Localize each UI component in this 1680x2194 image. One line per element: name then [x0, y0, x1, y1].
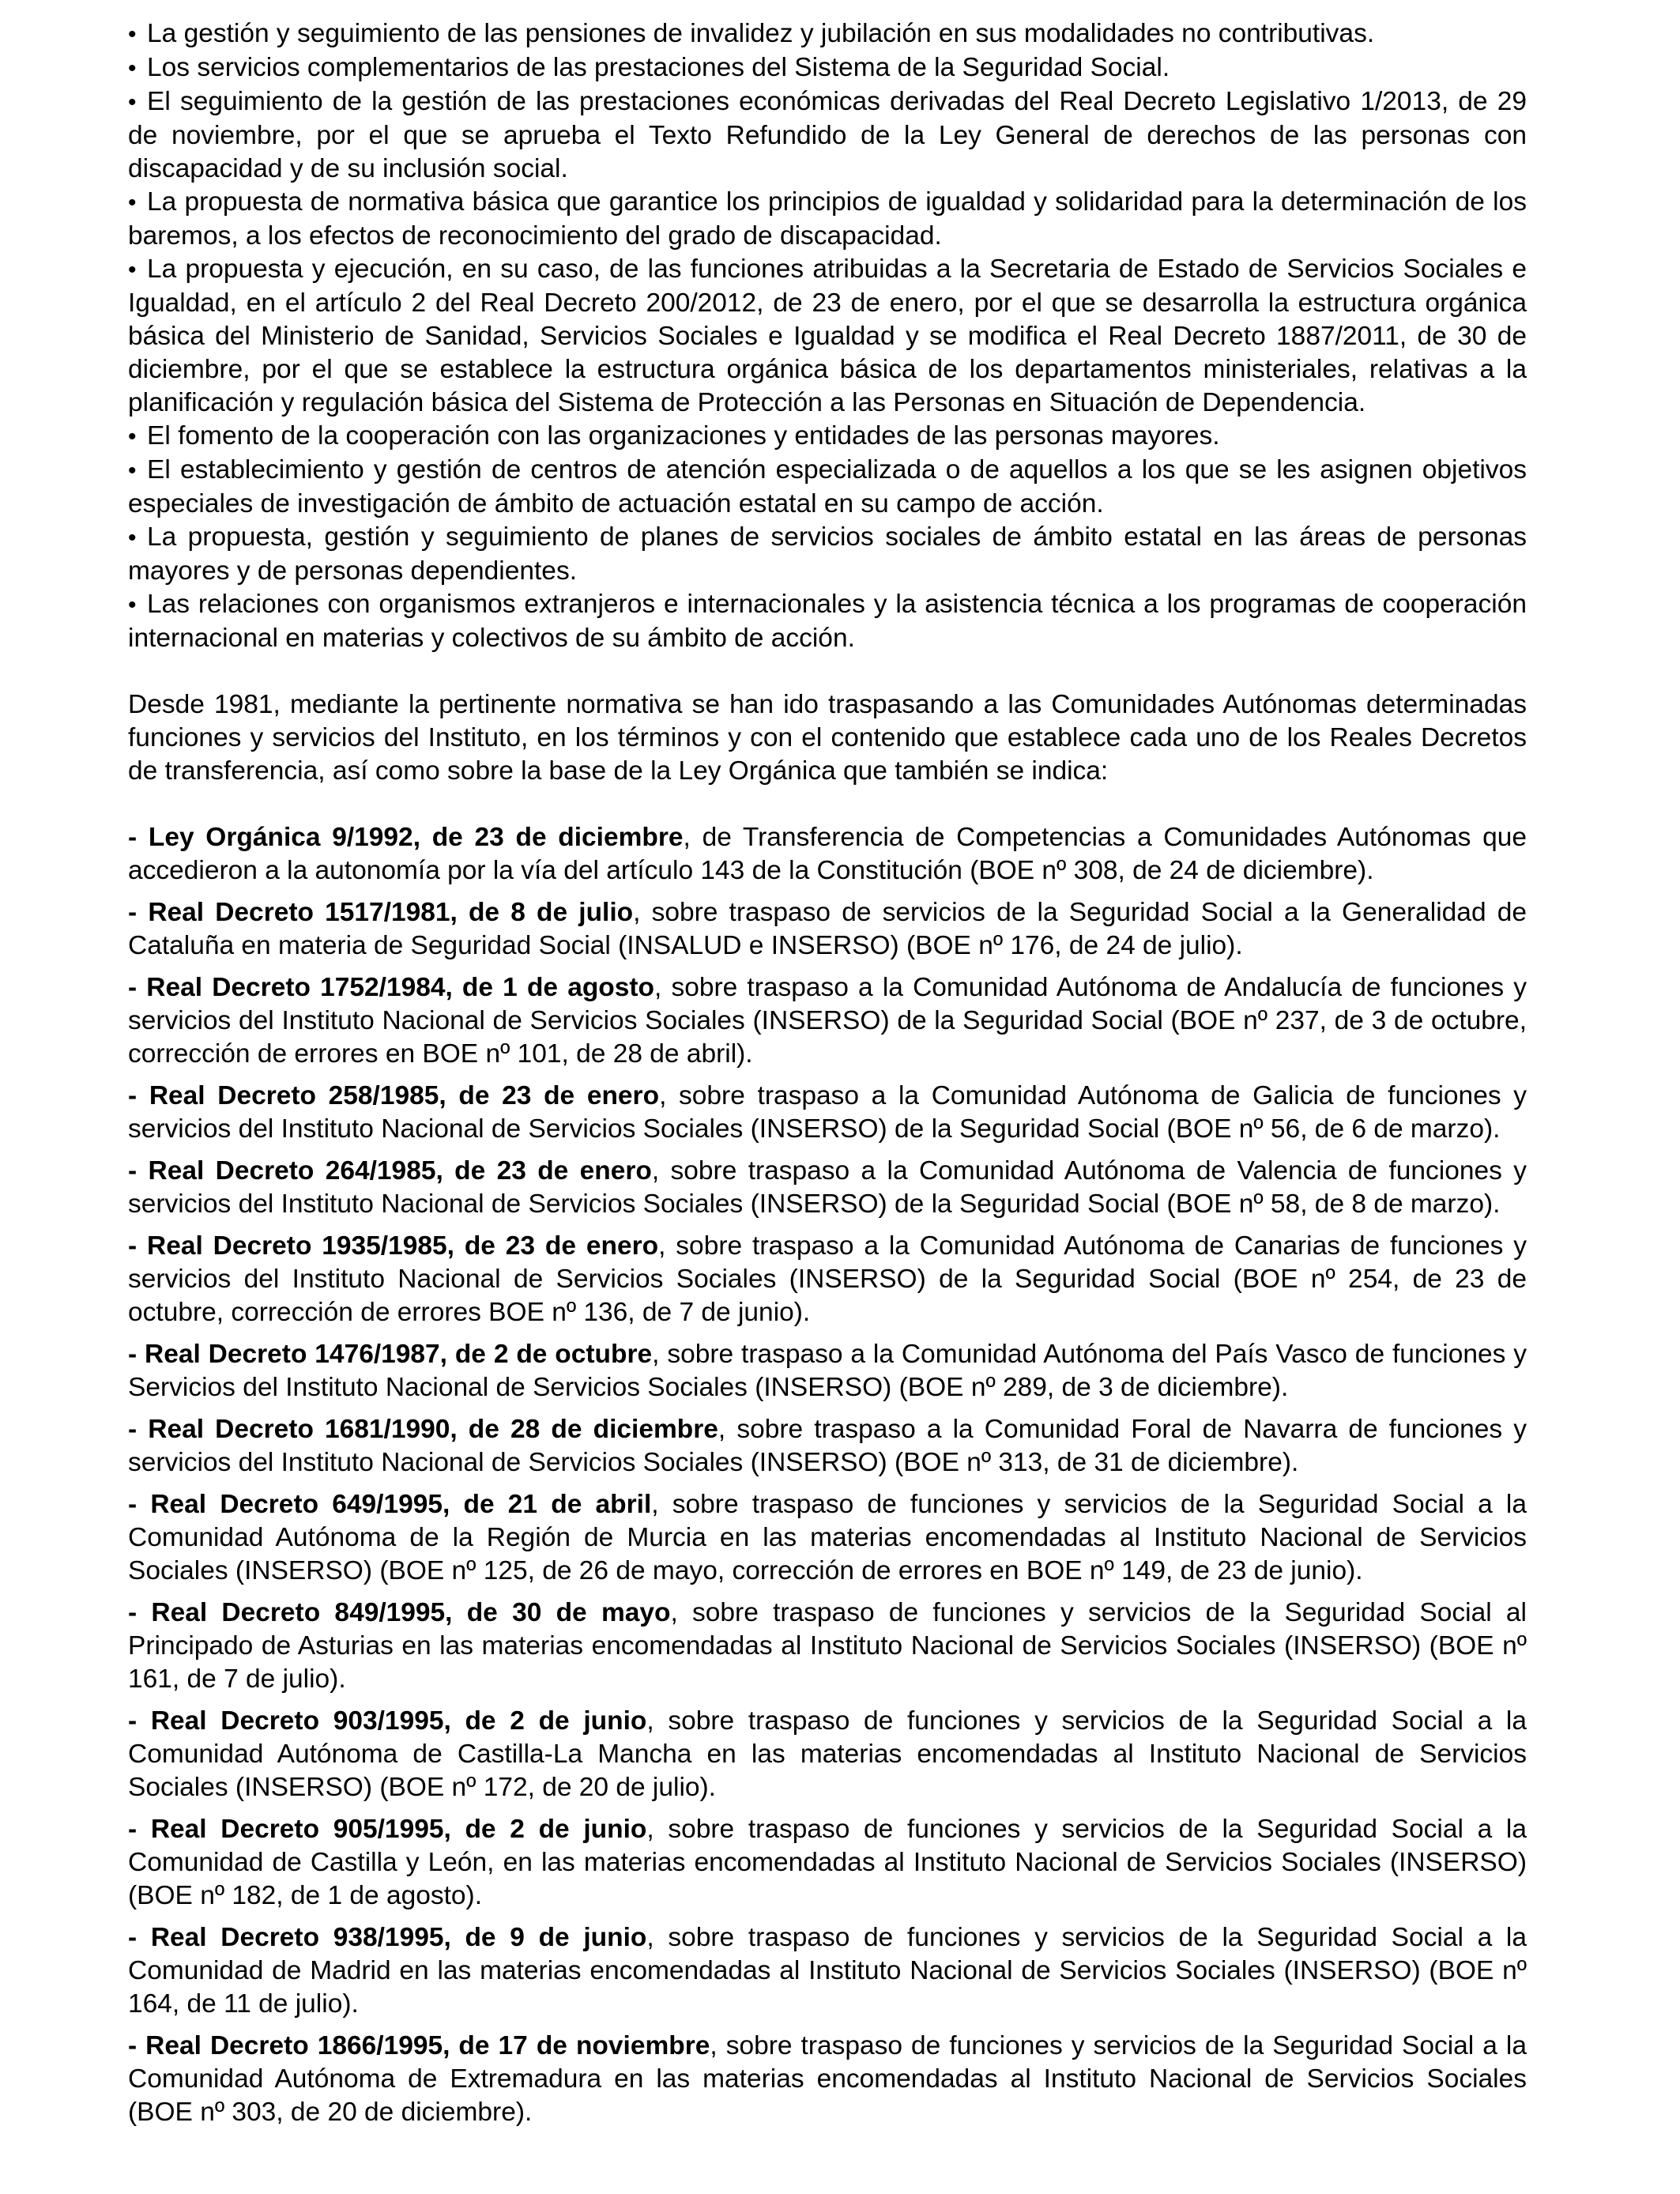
decree-title: - Real Decreto 1476/1987, de 2 de octubre: [128, 1340, 653, 1369]
decree-item: [128, 1155, 1527, 1221]
bullet-text: La gestión y seguimiento de las pensiones de invalidez y jubilación en sus modalidades no contributivas.: [147, 19, 1375, 48]
decree-text: , sobre traspaso a la Comunidad Autónoma de Valencia de funciones y servicios del Instituto Nacional de Servicios Sociales (INSERSO) de la Seguridad Social (BOE nº 58, de 8 de marzo).: [128, 1156, 1527, 1219]
bullet-icon: •: [128, 592, 137, 618]
bullet-icon: •: [128, 55, 137, 81]
decree-text: , sobre traspaso de funciones y servicios de la Seguridad Social al Principado de Asturias en las materias encomendadas al Instituto Nacional de Servicios Sociales (INSERSO) (BOE nº 161, de 7 de julio).: [128, 1598, 1527, 1694]
decree-text: , sobre traspaso de funciones y servicios de la Seguridad Social a la Comunidad de Castilla y León, en las materias encomendadas al Instituto Nacional de Servicios Sociales (INSERSO) (BOE nº 182, de 1 de agosto).: [128, 1815, 1527, 1910]
bullet-text: El establecimiento y gestión de centros de atención especializada o de aquellos a los que se les asignen objetivos especiales de investigación de ámbito de actuación estatal en su campo de acción.: [128, 455, 1527, 518]
bullet-item: [128, 51, 1527, 85]
bullet-text: La propuesta, gestión y seguimiento de planes de servicios sociales de ámbito estatal en las áreas de personas mayores y de personas dependientes.: [128, 522, 1527, 586]
decree-text: , sobre traspaso de funciones y servicios de la Seguridad Social a la Comunidad de Madrid en las materias encomendadas al Instituto Nacional de Servicios Sociales (INSERSO) (BOE nº 164, de 11 de julio).: [128, 1923, 1527, 2019]
decree-item: [128, 1813, 1527, 1913]
bullet-text: El fomento de la cooperación con las organizaciones y entidades de las personas mayores.: [147, 421, 1220, 450]
decree-item: [128, 1921, 1527, 2021]
bullet-icon: •: [128, 257, 137, 283]
decree-item: [128, 1488, 1527, 1588]
bullet-text: La propuesta de normativa básica que garantice los principios de igualdad y solidaridad para la determinación de los baremos, a los efectos de reconocimiento del grado de discapacidad.: [128, 187, 1527, 251]
decree-title: - Real Decreto 903/1995, de 2 de junio: [128, 1706, 647, 1736]
decree-title: - Real Decreto 938/1995, de 9 de junio: [128, 1923, 647, 1952]
bullet-icon: •: [128, 458, 137, 484]
decree-title: - Real Decreto 1866/1995, de 17 de noviembre: [128, 2031, 710, 2060]
bullet-item: [128, 454, 1527, 521]
functions-bullet-list: [128, 17, 1527, 655]
decree-item: [128, 1230, 1527, 1329]
bullet-icon: •: [128, 424, 137, 450]
decree-text: , sobre traspaso de funciones y servicios de la Seguridad Social a la Comunidad Autónoma de Extremadura en las materias encomendadas al Instituto Nacional de Servicios Sociales (BOE nº 303, de 20 de diciembre).: [128, 2031, 1527, 2127]
decree-title: - Real Decreto 1517/1981, de 8 de julio: [128, 898, 634, 927]
decree-title: - Real Decreto 1935/1985, de 23 de enero: [128, 1231, 659, 1261]
bullet-icon: •: [128, 89, 137, 115]
bullet-text: Los servicios complementarios de las prestaciones del Sistema de la Seguridad Social.: [147, 53, 1170, 82]
decree-title: - Real Decreto 1681/1990, de 28 de diciembre: [128, 1415, 718, 1444]
bullet-text: Las relaciones con organismos extranjeros e internacionales y la asistencia técnica a los programas de cooperación internacional en materias y colectivos de su ámbito de acción.: [128, 590, 1527, 653]
decree-list: [128, 821, 1527, 2129]
decree-text: , sobre traspaso de funciones y servicios de la Seguridad Social a la Comunidad Autónoma de la Región de Murcia en las materias encomendadas al Instituto Nacional de Servicios Sociales (INSERSO) (BOE nº 125, de 26 de mayo, corrección de errores en BOE nº 149, de 23 de junio).: [128, 1490, 1527, 1585]
decree-item: [128, 1080, 1527, 1146]
bullet-text: La propuesta y ejecución, en su caso, de las funciones atribuidas a la Secretaria de Estado de Servicios Sociales e Igualdad, en el artículo 2 del Real Decreto 200/2012, de 23 de enero, por el que se desarrolla la estructura orgánica básica del Ministerio de Sanidad, Servicios Sociales e Igualdad y se modifica el Real Decreto 1887/2011, de 30 de diciembre, por el que se establece la estructura orgánica básica de los departamentos ministeriales, relativas a la planificación y regulación básica del Sistema de Protección a las Personas en Situación de Dependencia.: [128, 254, 1527, 417]
bullet-icon: •: [128, 21, 137, 47]
decree-item: [128, 1596, 1527, 1696]
bullet-item: [128, 253, 1527, 420]
decree-item: [128, 1705, 1527, 1804]
bullet-item: [128, 17, 1527, 51]
decree-text: , sobre traspaso de funciones y servicios de la Seguridad Social a la Comunidad Autónoma de Castilla-La Mancha en las materias encomendadas al Instituto Nacional de Servicios Sociales (INSERSO) (BOE nº 172, de 20 de julio).: [128, 1706, 1527, 1802]
decree-title: - Real Decreto 849/1995, de 30 de mayo: [128, 1598, 671, 1627]
decree-item: [128, 971, 1527, 1071]
decree-text: , sobre traspaso de servicios de la Seguridad Social a la Generalidad de Cataluña en materia de Seguridad Social (INSALUD e INSERSO) (BOE nº 176, de 24 de julio).: [128, 898, 1527, 960]
bullet-item: [128, 420, 1527, 454]
decree-text: , de Transferencia de Competencias a Comunidades Autónomas que accedieron a la autonomía por la vía del artículo 143 de la Constitución (BOE nº 308, de 24 de diciembre).: [128, 823, 1527, 885]
decree-text: , sobre traspaso a la Comunidad Autónoma de Canarias de funciones y servicios del Instituto Nacional de Servicios Sociales (INSERSO) de la Seguridad Social (BOE nº 254, de 23 de octubre, corrección de errores BOE nº 136, de 7 de junio).: [128, 1231, 1527, 1327]
bullet-icon: •: [128, 525, 137, 551]
decree-title: - Ley Orgánica 9/1992, de 23 de diciembre: [128, 823, 684, 852]
decree-title: - Real Decreto 264/1985, de 23 de enero: [128, 1156, 652, 1186]
decree-item: [128, 821, 1527, 888]
decree-title: - Real Decreto 1752/1984, de 1 de agosto: [128, 973, 655, 1002]
decree-item: [128, 1413, 1527, 1480]
document-page: [128, 17, 1527, 2138]
decree-item: [128, 2030, 1527, 2129]
decree-item: [128, 1338, 1527, 1404]
bullet-item: [128, 521, 1527, 588]
decree-text: , sobre traspaso a la Comunidad Autónoma de Andalucía de funciones y servicios del Instituto Nacional de Servicios Sociales (INSERSO) de la Seguridad Social (BOE nº 237, de 3 de octubre, corrección de errores en BOE nº 101, de 28 de abril).: [128, 973, 1527, 1069]
bullet-text: El seguimiento de la gestión de las prestaciones económicas derivadas del Real Decreto Legislativo 1/2013, de 29 de noviembre, por el que se aprueba el Texto Refundido de la Ley General de derechos de las personas con discapacidad y de su inclusión social.: [128, 87, 1527, 183]
decree-item: [128, 896, 1527, 963]
intro-paragraph: Desde 1981, mediante la pertinente normativa se han ido traspasando a las Comunidades Autónomas determinadas funciones y servicios del Instituto, en los términos y con el contenido que establece cada uno de los Reales Decretos de transferencia, así como sobre la base de la Ley Orgánica que también se indica:: [128, 690, 1527, 786]
decree-text: , sobre traspaso a la Comunidad Foral de Navarra de funciones y servicios del Instituto Nacional de Servicios Sociales (INSERSO) (BOE nº 313, de 31 de diciembre).: [128, 1415, 1527, 1477]
decree-text: , sobre traspaso a la Comunidad Autónoma del País Vasco de funciones y Servicios del Instituto Nacional de Servicios Sociales (INSERSO) (BOE nº 289, de 3 de diciembre).: [128, 1340, 1527, 1402]
bullet-icon: •: [128, 190, 137, 216]
decree-title: - Real Decreto 649/1995, de 21 de abril: [128, 1490, 652, 1519]
bullet-item: [128, 85, 1527, 186]
decree-title: - Real Decreto 905/1995, de 2 de junio: [128, 1815, 647, 1844]
bullet-item: [128, 588, 1527, 655]
decree-text: , sobre traspaso a la Comunidad Autónoma de Galicia de funciones y servicios del Instituto Nacional de Servicios Sociales (INSERSO) de la Seguridad Social (BOE nº 56, de 6 de marzo).: [128, 1081, 1527, 1144]
bullet-item: [128, 186, 1527, 253]
decree-title: - Real Decreto 258/1985, de 23 de enero: [128, 1081, 660, 1110]
